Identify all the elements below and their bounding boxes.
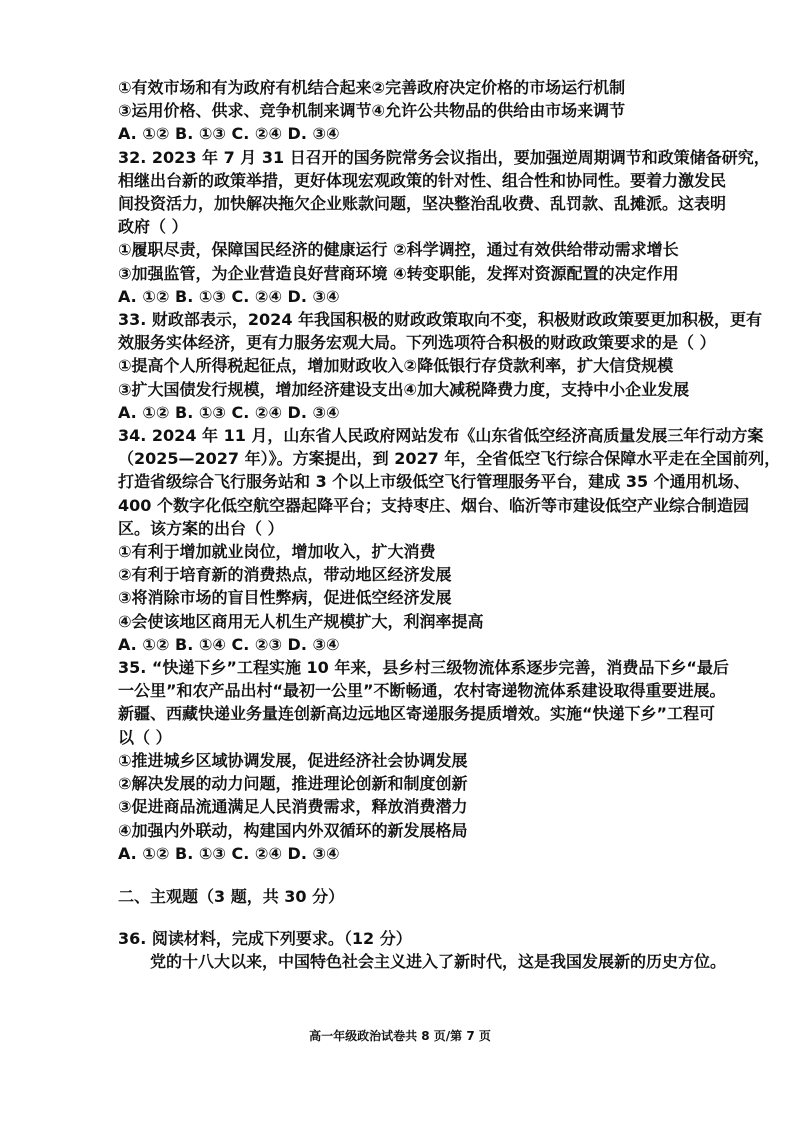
spacer [118, 865, 730, 885]
q31-option-line-2: ③运用价格、供求、竞争机制来调节④允许公共物品的供给由市场来调节 [118, 101, 626, 121]
q32-stem-line-2: 相继出台新的政策举措，更好体现宏观政策的针对性、组合性和协同性。要着力激发民 [118, 170, 727, 190]
q33-option-line-2: ③扩大国债发行规模，增加经济建设支出④加大减税降费力度，支持中小企业发展 [118, 379, 690, 399]
q32-stem-line-1: 32. 2023 年 7 月 31 日召开的国务院常务会议指出，要加强逆周期调节和政策储备研究， [118, 147, 770, 167]
q36-material-paragraph: 党的十八大以来，中国特色社会主义进入了新时代，这是我国发展新的历史方位。 [150, 952, 727, 972]
q31-option-line-1: ①有效市场和有为政府有机结合起来②完善政府决定价格的市场运行机制 [118, 78, 626, 97]
q32-answer-choices: A. ①② B. ①③ C. ②④ D. ③④ [118, 286, 340, 306]
q34-stem-line-1: 34. 2024 年 11 月，山东省人民政府网站发布《山东省低空经济高质量发展三年行动方案 [118, 426, 764, 446]
page-footer: 高一年级政治试卷共 8 页/第 7 页 [309, 1029, 491, 1043]
q35-answer-choices: A. ①② B. ①③ C. ②④ D. ③④ [118, 843, 340, 863]
q34-option-1: ①有利于增加就业岗位，增加收入，扩大消费 [118, 542, 436, 562]
q34-option-4: ④会使该地区商用无人机生产规模扩大，利润率提高 [118, 611, 484, 631]
q34-stem-line-4: 400 个数字化低空航空器起降平台；支持枣庄、烟台、临沂等市建设低空产业综合制造园 [118, 495, 749, 515]
q33-stem-line-2: 效服务实体经济，更有力服务宏观大局。下列选项符合积极的财政政策要求的是（ ） [118, 333, 716, 353]
q34-stem-line-3: 打造省级综合飞行服务站和 3 个以上市级低空飞行管理服务平台，建成 35 个通用机场、 [118, 472, 750, 492]
q34-option-2: ②有利于培育新的消费热点，带动地区经济发展 [118, 565, 452, 585]
q35-stem-line-2: 一公里”和农产品出村“最初一公里”不断畅通，农村寄递物流体系建设取得重要进展。 [118, 681, 726, 701]
section-heading: 二、主观题（3 题，共 30 分） [118, 886, 345, 906]
q34-stem-line-2: （2025—2027 年）》。方案提出，到 2027 年，全省低空飞行综合保障水平走在全国前列， [118, 449, 781, 469]
q33-stem-line-1: 33. 财政部表示，2024 年我国积极的财政政策取向不变，积极财政政策要更加积极，更有 [118, 310, 763, 330]
q35-stem-line-1: 35. “快递下乡”工程实施 10 年来，县乡村三级物流体系逐步完善，消费品下乡“最后 [118, 658, 729, 678]
q32-option-line-1: ①履职尽责，保障国民经济的健康运行 ②科学调控，通过有效供给带动需求增长 [118, 240, 679, 260]
q32-stem-line-3: 间投资活力，加快解决拖欠企业账款问题，坚决整治乱收费、乱罚款、乱摊派。这表明 [118, 194, 727, 214]
q35-stem-line-4: 以（ ） [118, 727, 172, 747]
q31-answer-choices: A. ①② B. ①③ C. ②④ D. ③④ [118, 124, 340, 144]
q35-option-1: ①推进城乡区域协调发展，促进经济社会协调发展 [118, 750, 468, 770]
q32-stem-line-4: 政府（ ） [118, 217, 188, 237]
q35-stem-line-3: 新疆、西藏快递业务量连创新高边远地区寄递服务提质增效。实施“快递下乡”工程可 [118, 704, 716, 724]
q32-option-line-2: ③加强监管，为企业营造良好营商环境 ④转变职能，发挥对资源配置的决定作用 [118, 263, 679, 283]
q34-answer-choices: A. ①② B. ①④ C. ②③ D. ③④ [118, 634, 340, 654]
q35-option-4: ④加强内外联动，构建国内外双循环的新发展格局 [118, 820, 468, 840]
q36-stem: 36. 阅读材料，完成下列要求。（12 分） [118, 928, 412, 948]
q35-option-3: ③促进商品流通满足人民消费需求，释放消费潜力 [118, 797, 468, 817]
q34-stem-line-5: 区。该方案的出台（ ） [118, 518, 284, 538]
q33-answer-choices: A. ①② B. ①③ C. ②④ D. ③④ [118, 402, 340, 422]
page-content [118, 76, 781, 973]
q35-option-2: ②解决发展的动力问题，推进理论创新和制度创新 [118, 774, 468, 794]
q34-option-3: ③将消除市场的盲目性弊病，促进低空经济发展 [118, 588, 452, 608]
spacer [118, 909, 730, 927]
q33-option-line-1: ①提高个人所得税起征点，增加财政收入②降低银行存贷款利率，扩大信贷规模 [118, 356, 674, 376]
